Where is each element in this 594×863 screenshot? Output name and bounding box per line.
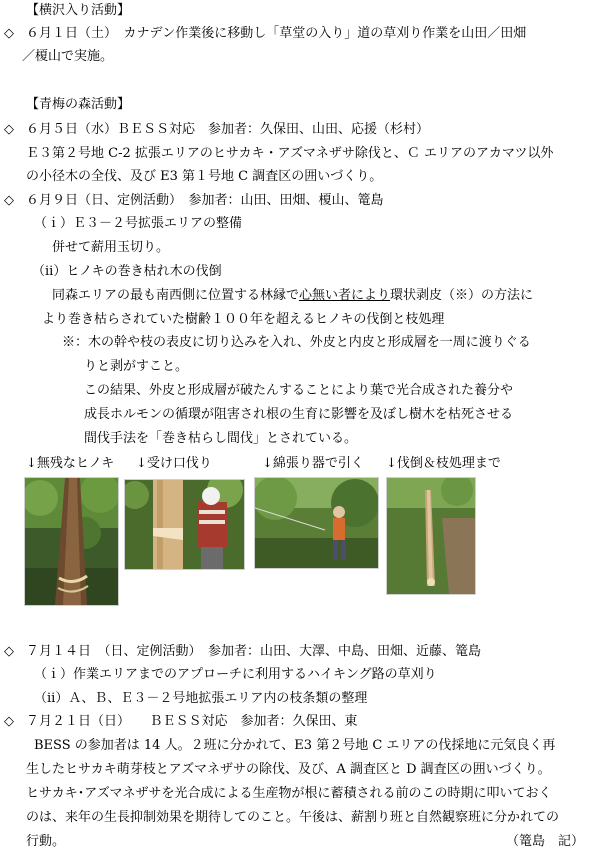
- photo-damaged-cypress: [24, 477, 119, 606]
- section-heading-ome-forest: 【青梅の森活動】: [26, 97, 131, 112]
- entry-june9-line1: ６月９日（日、定例活動） 参加者：山田、田畑、榎山、篭島: [26, 193, 384, 208]
- underlined-text: 心無い者により: [299, 288, 391, 303]
- entry-july21-paragraph-line3: ヒサカキ･アズマネザサを光合成による生産物が根に蓄積される前のこの時期に叩いておく: [26, 786, 552, 801]
- entry-june9-sub2-line1: [52, 287, 533, 305]
- photo-winch-pull: [254, 477, 379, 569]
- entry-june1-line2: ／榎山で実施。: [22, 49, 114, 64]
- entry-july21-paragraph-line1: BESS の参加者は 14 人。２班に分かれて、E3 第２号地 C エリアの伐採地に元気良く再: [34, 738, 556, 753]
- entry-june1-line1: ６月１日（土） カナデン作業後に移動し「草堂の入り」道の草刈り作業を山田／田畑: [26, 26, 527, 41]
- note-line5: 間伐手法を「巻き枯らし間伐」とされている。: [84, 431, 358, 446]
- entry-june9-sub2-line2: より巻き枯らされていた樹齢１００年を超えるヒノキの伐倒と枝処理: [42, 312, 445, 327]
- photo-caption-2: ↓受け口伐り: [136, 456, 212, 471]
- entry-june9-sub1-detail: 併せて薪用玉切り。: [52, 240, 170, 255]
- text-segment: 環状剥皮（※）の方法に: [390, 288, 534, 303]
- photo-caption-4: ↓伐倒＆枝処理まで: [386, 456, 501, 471]
- entry-july21-paragraph-line4: のは、来年の生長抑制効果を期待してのこと。午後は、薪割り班と自然観察班に分かれての: [26, 810, 560, 825]
- entry-july21-paragraph-line2: 生したヒサカキ萌芽枝とアズマネザサの除伐、及び、A 調査区と D 調査区の囲いづくり。: [26, 762, 551, 777]
- photo-notch-cut: [124, 479, 245, 570]
- entry-june5-line2: Ｅ３第２号地 C-2 拡張エリアのヒサカキ・アズマネザサ除伐と、Ｃ エリアのアカマツ以外: [26, 146, 554, 161]
- entry-july14-line1: ７月１４日 （日、定例活動） 参加者：山田、大澤、中島、田畑、近藤、篭島: [26, 644, 482, 659]
- photo-felled-log: [386, 477, 476, 595]
- note-line3: この結果、外皮と形成層が破たんすることにより葉で光合成された養分や: [84, 383, 514, 398]
- bullet-diamond: ◇: [4, 714, 14, 729]
- entry-june9-sub1: （ｉ）Ｅ３－２号拡張エリアの整備: [34, 216, 243, 231]
- entry-june9-sub2: （ii）ヒノキの巻き枯れ木の伐倒: [32, 264, 222, 279]
- entry-june5-line3: の小径木の全伐、及び E3 第１号地 C 調査区の囲いづくり。: [26, 169, 383, 184]
- photo-caption-3: ↓綿張り器で引く: [262, 456, 364, 471]
- signature: （篭島 記）: [506, 834, 585, 849]
- bullet-diamond: ◇: [4, 122, 14, 137]
- entry-july21-line1: ７月２１日（日） ＢＥＳＳ対応 参加者：久保田、東: [26, 714, 358, 729]
- photo-caption-1: ↓無残なヒノキ: [26, 456, 115, 471]
- note-line1: ※：木の幹や枝の表皮に切り込みを入れ、外皮と内皮と形成層を一周に渡りぐる: [62, 335, 531, 350]
- bullet-diamond: ◇: [4, 644, 14, 659]
- entry-july14-sub2: （ii）Ａ、Ｂ、Ｅ３－２号地拡張エリア内の枝条類の整理: [34, 691, 368, 706]
- section-heading-yokosawa: 【横沢入り活動】: [26, 3, 131, 18]
- note-line2: りと剥がすこと。: [84, 359, 189, 374]
- text-segment: 同森エリアの最も南西側に位置する林縁で: [52, 288, 300, 303]
- bullet-diamond: ◇: [4, 26, 14, 41]
- bullet-diamond: ◇: [4, 193, 14, 208]
- note-line4: 成長ホルモンの循環が阻害され根の生育に影響を及ぼし樹木を枯死させる: [84, 407, 514, 422]
- entry-june5-line1: ６月５日（水）ＢＥＳＳ対応 参加者：久保田、山田、応援（杉村）: [26, 122, 430, 137]
- entry-july21-paragraph-line5: 行動。: [26, 834, 66, 849]
- entry-july14-sub1: （ｉ）作業エリアまでのアプローチに利用するハイキング路の草刈り: [34, 667, 437, 682]
